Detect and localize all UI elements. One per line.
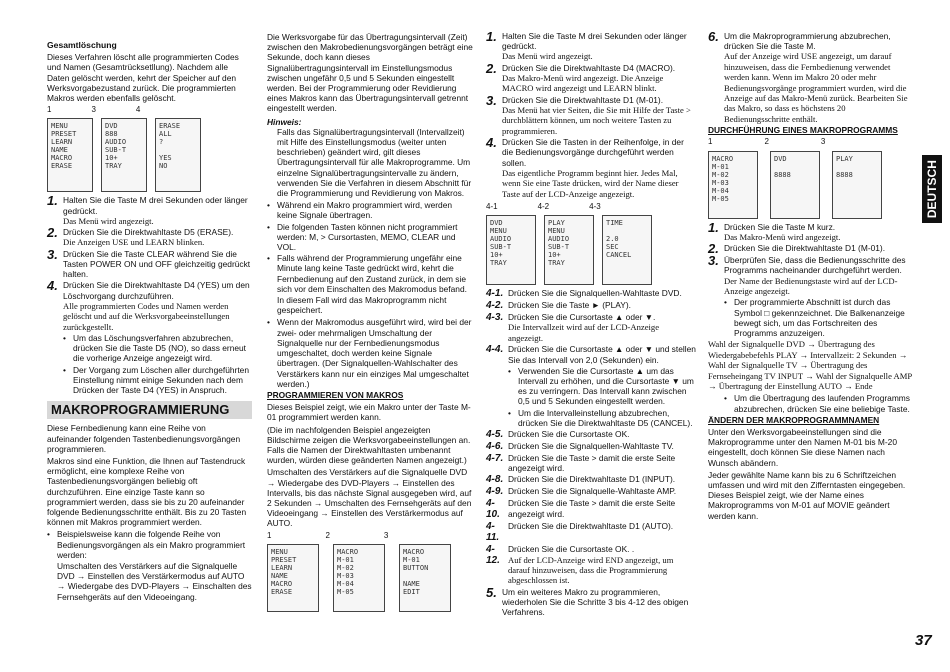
bullet: • Falls während der Programmierung ungefähr eine Minute lang keine Taste gedrückt wird, kehrt die Fernbedienung auf den Zustand zurück, in dem sie sich vor dem Einschalten des Makromodus befand. <box>267 253 473 294</box>
step-sub: Alle programmierten Codes und Namen werden gelöscht und auf die Werksvorgabeeinstellungen zurückgestellt. <box>63 300 230 332</box>
step-text: Drücken Sie die Cursortaste ▲ oder ▼. <box>508 312 656 323</box>
step <box>486 486 696 497</box>
fig-labels <box>47 105 252 115</box>
fig-label: 4-3 <box>589 202 601 212</box>
para: Umschalten des Verstärkers auf die Signalquelle DVD → Wiedergabe des DVD-Players → Einstellen des Intervalls, bis das nächste Signal ausgegeben wird, auf 2 Sekunden → Umschalten des Fernsehgeräts auf den Videoeingang → Einstellen des Verstärkermodus auf AUTO. <box>267 467 472 529</box>
fig-label: 1 <box>267 530 272 540</box>
step-text: Drücken Sie die Taste M kurz. <box>724 221 836 232</box>
step-text: Drücken Sie die Taste CLEAR während Sie die Tasten POWER ON und OFF gleichzeitig gedrückt halten. <box>63 248 251 280</box>
step <box>486 474 696 485</box>
fig-label: 1 <box>47 105 52 115</box>
step <box>708 31 913 124</box>
step-text: Überprüfen Sie, dass die Bedienungsschritte des Programms nacheinander durchgeführt werden. <box>724 255 906 276</box>
step-text: Drücken Sie die Signalquelle-Wahltaste AMP. <box>508 486 677 497</box>
step-text: Drücken Sie die Direktwahltaste D1 (AUTO). <box>508 521 674 532</box>
step-text: Drücken Sie die Cursortaste OK. . <box>508 544 635 555</box>
step-number: 4-10. <box>486 498 500 521</box>
step-number: 4-3. <box>486 312 504 324</box>
bullet-note: In diesem Fall wird das Makroprogramm nicht gespeichert. <box>277 295 447 316</box>
para: Jeder gewählte Name kann bis zu 6 Schriftzeichen umfassen und wird mit den Zifferntasten eingegeben. Dieses Beispiel zeigt, wie der Name eines Makroprogramms von M-01 auf MOVIE geändert werden kann. <box>708 469 906 521</box>
step-number: 4-9. <box>486 486 504 498</box>
fig-label: 3 <box>91 105 96 115</box>
heading-gesamtloeschung: Gesamtlöschung <box>47 40 117 50</box>
step-number: 4-4. <box>486 344 504 356</box>
step-number: 4-8. <box>486 474 504 486</box>
bullet-text: Um das Löschungsverfahren abzubrechen, drücken Sie die Taste D5 (NO), so dass erneut die vorherige Anzeige angezeigt wird. <box>73 333 247 364</box>
step <box>708 241 913 257</box>
step-text: Drücken Sie die Taste > damit die erste Seite angezeigt wird. <box>508 498 676 519</box>
intro-text: Dieses Verfahren löscht alle programmierten Codes und Namen (Gesamtrücksetllung). Nachdem alle Daten gelöscht werden, kehrt der Speicher auf den Werksvorgabezustand zurück. Die programmierten Makros werden ebenfalls gelöscht. <box>47 52 239 104</box>
step <box>486 312 696 343</box>
step-text: Halten Sie die Taste M drei Sekunden oder länger gedrückt. <box>63 195 248 216</box>
step-number: 4-6. <box>486 440 504 452</box>
lcd-screen: PLAY MENU AUDIO SUB-T 10+ TRAY <box>544 215 594 285</box>
bullet: • Um die Übertragung des laufenden Programms abzubrechen, drücken Sie eine beliebige Taste. <box>724 393 913 413</box>
bullet-text: Der programmierte Abschnitt ist durch das Symbol □ gekennzeichnet. Die Balkenanzeige bewegt sich, um das Fortschreiten des Programms anzuzeigen. <box>734 297 905 339</box>
bullet: • Verwenden Sie die Cursortaste ▲ um das Intervall zu erhöhen, und die Cursortaste ▼ um es zu verringern. Das Intervall kann zwischen 0,5 und 5 Sekunden eingestellt werden. <box>508 366 696 407</box>
step <box>708 219 913 243</box>
step-text: Drücken Sie die Direktwahltaste D4 (MACRO). <box>502 62 676 73</box>
step-sub: Das Makro-Menü wird angezeigt. Die Anzeige MACRO wird angezeigt und LEARN blinkt. <box>502 73 664 94</box>
step-number: 3. <box>486 92 497 108</box>
lcd-screen: DVD MENU AUDIO SUB-T 10+ TRAY <box>486 215 536 285</box>
step <box>486 137 696 199</box>
step-sub: Das Menü wird angezeigt. <box>502 51 593 62</box>
macro-text: Makros sind eine Funktion, die Ihnen auf Tastendruck ermöglicht, eine komplexe Reihe von Tastenbedienungsvorgängen beliebig oft durchzuführen. Eine einzige Taste kann so programmiert werden, dass sie bis zu 20 aufeinander folgende Bedienungsschritte enthält. Bis zu 20 Tasten können mit Makros programmiert werden. <box>47 455 247 528</box>
lcd-screen: DVD 888 AUDIO SUB-T 10+ TRAY <box>101 118 147 192</box>
lcd-figures <box>267 544 473 612</box>
step <box>47 227 252 248</box>
lcd-screen: TIME 2.0 SEC CANCEL <box>602 215 652 285</box>
step-sub: Die Anzeigen USE und LEARN blinken. <box>63 237 205 248</box>
bullet: • Wenn der Makromodus ausgeführt wird, wird bei der zwei- oder mehrmaligen Umschaltung der Signalquelle nur der Fernbedienungsmodus umgeschaltet, doch werden keine Signale übertragen. (Der Signalquellen-Wahlschalter des Verstärkers kann nur ein einziges Mal umgeschaltet werden.) <box>267 317 472 389</box>
fig-labels <box>708 137 913 147</box>
step <box>486 429 696 440</box>
language-tab-label: DEUTSCH <box>924 159 939 218</box>
step-number: 4-2. <box>486 300 504 312</box>
fig-label: 4-2 <box>537 202 550 212</box>
bullet: • Die folgenden Tasten können nicht programmiert werden: M, > Cursortasten, MEMO, CLEAR und VOL. <box>267 222 473 253</box>
step-text: Drücken Sie die Direktwahltaste D1 (INPUT). <box>508 474 676 485</box>
step-number: 4-11. <box>486 521 500 544</box>
fig-labels <box>486 202 696 212</box>
step-number: 4. <box>486 135 497 151</box>
step-sub: Das eigentliche Programm beginnt hier. Jedes Mal, wenn Sie eine Taste drücken, wird der Name dieser Taste auf der LCD-Anzeige angezeigt. <box>502 167 679 199</box>
step <box>486 498 696 520</box>
column-2 <box>267 32 473 615</box>
step-text: Um ein weiteres Makro zu programmieren, wiederholen Sie die Schritte 3 bis 4-12 des obigen Verfahrens. <box>502 586 689 618</box>
step-text: Drücken Sie die Cursortaste ▲ oder ▼ und stellen Sie das Intervall von 2,0 (Sekunden) ein. <box>508 344 696 365</box>
step <box>486 344 696 364</box>
step-sub: Auf der Anzeige wird USE angezeigt, um darauf hinzuweisen, dass die Fernbedienung verwendet werden kann. Wenn im Makro 20 oder mehr Bedienungsvorgänge programmiert wurden, wird die Anzeige auf das Makro-Menü zurück. Bearbeiten Sie das Makro, so dass es höchstens 20 Bedienungsschritte enthält. <box>724 51 908 124</box>
step-text: Drücken Sie die Signalquellen-Wahltaste TV. <box>508 440 674 451</box>
para: Dieses Beispiel zeigt, wie ein Makro unter der Taste M-01 programmiert werden kann. <box>267 402 471 423</box>
step <box>486 441 696 452</box>
step-text: Drücken Sie die Direktwahltaste D5 (ERASE). <box>63 227 234 238</box>
step-text: Drücken Sie die Tasten in der Reihenfolge, in der die Bedienungsvorgänge durchgeführt werden sollen. <box>502 137 684 168</box>
bullet-text: Verwenden Sie die Cursortaste ▲ um das Intervall zu erhöhen, und die Cursortaste ▼ um es zu verringern. Das Intervall kann zwischen 0,5 und 5 Sekunden eingestellt werden. <box>518 365 694 407</box>
step-number: 1. <box>486 29 497 44</box>
step-text: Um die Makroprogrammierung abzubrechen, drücken Sie die Taste M. <box>724 31 891 52</box>
fig-label: 2 <box>325 530 330 540</box>
para: (Die im nachfolgenden Beispiel angezeigten Bildschirme zeigen die Werksvorgabeeinstellungen an. Falls die Namen der Direktwahltasten umbenannt wurden, würden diese geänderten Namen angezeigt.) <box>267 424 471 466</box>
fig-label: 4 <box>135 105 141 115</box>
bullet-text: Der Vorgang zum Löschen aller durchgeführten Einstellung nimmt einige Sekunden nach dem Drücken der Taste D4 (YES) in Anspruch. <box>73 364 249 396</box>
step <box>708 255 913 296</box>
language-tab <box>922 155 942 223</box>
lcd-screen: MENU PRESET LEARN NAME MACRO ERASE <box>47 118 93 192</box>
bullet-text: Um die Intervalleinstellung abzubrechen, drücken Sie die Direktwahltaste D5 (CANCEL). <box>518 407 693 428</box>
step-sub: Die Intervallzeit wird auf der LCD-Anzeige angezeigt. <box>508 322 660 343</box>
bullet: • Beispielsweise kann die folgende Reihe von Bedienungsvorgängen als ein Makro programmiert werden: <box>47 529 252 560</box>
lcd-screen: MACRO M-01 M-02 M-03 M-04 M-05 <box>333 544 385 612</box>
hinweis-text: Falls das Signalübertragungsintervall (Intervallzeit) mit Hilfe des Einstellungsmodus (weiter unten beschrieben) geändert wird, gilt dieses Übertragungsintervall für alle Makroprogramme. Um einzelne Signalübertragungsintervalle zu ändern, verwenden Sie die Verfahren in diesem Abschnitt für die Programmierung und Revidierung von Makros. <box>277 126 472 199</box>
lcd-screen: PLAY 8888 <box>832 151 882 219</box>
step-number: 4-7. <box>486 452 504 464</box>
hinweis-label: Hinweis: <box>267 116 302 127</box>
step-number: 1. <box>708 219 719 235</box>
step-number: 3. <box>47 246 58 262</box>
lcd-figures <box>486 215 696 285</box>
fig-label: 2 <box>764 137 769 147</box>
bullet: • Während ein Makro programmiert wird, werden keine Signale übertragen. <box>267 200 473 220</box>
step-number: 1. <box>47 193 58 209</box>
step <box>486 31 696 62</box>
bullet: • Um die Intervalleinstellung abzubrechen, drücken Sie die Direktwahltaste D5 (CANCEL). <box>508 408 696 428</box>
step-text: Drücken Sie die Cursortaste OK. <box>508 428 630 439</box>
step <box>486 60 696 94</box>
macro-example: Umschalten des Verstärkers auf die Signalquelle DVD → Einstellen des Verstärkermodus auf AUTO → Wiedergabe des DVD-Players → Einschalten des Fernsehgeräts auf den Videoeingang. <box>57 560 252 602</box>
step-number: 2. <box>708 241 719 257</box>
column-3 <box>486 30 696 618</box>
bullet-text: Um die Übertragung des laufenden Programms abzubrechen, drücken Sie eine beliebige Taste. <box>734 393 910 414</box>
step-text: Drücken Sie die Direktwahltaste D4 (YES) um den Löschvorgang durchzuführen. <box>63 280 250 301</box>
step-number: 2. <box>486 60 497 76</box>
lcd-figures <box>47 118 252 192</box>
lcd-screen: MACRO M-01 M-02 M-03 M-04 M-05 <box>708 151 758 219</box>
step <box>486 521 696 543</box>
step-number: 4-5. <box>486 428 504 440</box>
bullet-text: Beispielsweise kann die folgende Reihe von Bedienungsvorgängen als ein Makro programmiert werden: <box>57 529 246 560</box>
step <box>47 246 252 280</box>
step <box>486 544 696 585</box>
step-text: Halten Sie die Taste M drei Sekunden oder länger gedrückt. <box>502 31 687 52</box>
column-1 <box>47 40 252 604</box>
bullet-text: Während ein Makro programmiert wird, werden keine Signale übertragen. <box>277 200 453 221</box>
step-text: Drücken Sie die Taste ► (PLAY). <box>508 300 631 311</box>
step <box>486 92 696 136</box>
bullet-text: Wenn der Makromodus ausgeführt wird, wird bei der zwei- oder mehrmaligen Umschaltung der Signalquelle nur der Fernbedienungsmodus umgeschaltet, doch werden keine Signale übertragen. (Der Signalquellen-Wahlschalter des Verstärkers kann nur ein einziges Mal umgeschaltet werden.) <box>277 317 472 389</box>
step-text: Drücken Sie die Signalquellen-Wahltaste DVD. <box>508 288 682 299</box>
step <box>486 300 696 311</box>
step <box>47 195 252 226</box>
lcd-screen: MACRO M-01 BUTTON NAME EDIT <box>399 544 451 612</box>
step <box>486 584 696 618</box>
step-sub: Auf der LCD-Anzeige wird END angezeigt, um darauf hinzuweisen, dass die Programmierung abgeschlossen ist. <box>508 554 674 586</box>
step <box>47 280 252 332</box>
page-number: 37 <box>915 632 932 649</box>
lcd-screen: MENU PRESET LEARN NAME MACRO ERASE <box>267 544 319 612</box>
para: Die Werksvorgabe für das Übertragungsintervall (Zeit) zwischen den Makrobedienungsvorgängen beträgt eine Sekunde, doch kann dieses Signalübertragungsintervall im Einstellungsmodus zwischen ungefähr 0,5 und 5 Sekunden eingestellt werden. Bei der Programmierung oder Revidierung eines Makros kann das Übertragungsintervall getrennt eingestellt werden. <box>267 32 473 114</box>
fig-label: 4-1 <box>486 202 498 212</box>
step-text: Drücken Sie die Direktwahltaste D1 (M-01). <box>724 243 886 254</box>
step-number: 2. <box>47 225 58 241</box>
bullet: • Der Vorgang zum Löschen aller durchgeführten Einstellung nimmt einige Sekunden nach dem Drücken der Taste D4 (YES) in Anspruch. <box>63 365 252 396</box>
macro-intro: Diese Fernbedienung kann eine Reihe von aufeinander folgenden Tastenbedienungsvorgängen programmieren. <box>47 423 241 454</box>
step-number: 4-1. <box>486 288 504 300</box>
heading-programmieren: PROGRAMMIEREN VON MAKROS <box>267 389 404 400</box>
step-sub: Das Makro-Menü wird angezeigt. <box>724 231 841 242</box>
lcd-screen: DVD 8888 <box>770 151 820 219</box>
step-number: 4-12. <box>486 544 500 567</box>
bullet: • Um das Löschungsverfahren abzubrechen, drücken Sie die Taste D5 (NO), so dass erneut die vorherige Anzeige angezeigt wird. <box>63 333 252 364</box>
chain-text: Wahl der Signalquelle DVD → Übertragung des Wiedergabebefehls PLAY → Intervallzeit: 2 Sekunden → Wahl der Signalquelle TV → Übertragung des Fernseheingang TV INPUT → Wahl der Signalquelle AMP → Übertragung der Einstellung AUTO → Ende <box>708 339 912 391</box>
lcd-screen: ERASE ALL ? YES NO <box>155 118 201 192</box>
step-number: 3. <box>708 253 719 269</box>
step-text: Drücken Sie die Taste > damit die erste Seite angezeigt wird. <box>508 452 676 474</box>
step-sub: Das Menü wird angezeigt. <box>63 215 154 226</box>
step <box>486 288 696 299</box>
fig-labels <box>267 531 473 541</box>
bullet-text: Die folgenden Tasten können nicht programmiert werden: M, > Cursortasten, MEMO, CLEAR und VOL. <box>277 221 458 253</box>
bullet-text: Falls während der Programmierung ungefähr eine Minute lang keine Taste gedrückt wird, kehrt die Fernbedienung auf den Zustand zurück, in dem sie sich vor dem Einschalten des Makromodus befand. <box>277 253 467 294</box>
step <box>486 453 696 473</box>
step-number: 5. <box>486 584 497 600</box>
fig-label: 1 <box>708 137 713 147</box>
lcd-figures <box>708 151 913 219</box>
fig-label: 3 <box>820 137 826 147</box>
heading-durchfuehrung: DURCHFÜHRUNG EINES MAKROPROGRAMMS <box>708 125 898 136</box>
para: Unter den Werksvorgabeeinstellungen sind die Makroprogramme unter den Namen M-01 bis M-20 eingestellt, doch können Sie diese Namen nach Wunsch abändern. <box>708 426 897 468</box>
heading-aendern: ÄNDERN DER MAKROPROGRAMMNAMEN <box>708 414 880 425</box>
step-sub: Das Menü hat vier Seiten, die Sie mit Hilfe der Taste > durchblättern können, um noch weitere Tasten zu programmieren. <box>502 105 691 136</box>
step-number: 4. <box>47 278 58 294</box>
step-number: 6. <box>708 29 719 44</box>
section-banner: MAKROPROGRAMMIERUNG <box>47 401 252 419</box>
column-4 <box>708 30 913 523</box>
step-text: Drücken Sie die Direktwahltaste D1 (M-01). <box>502 94 664 105</box>
step-sub: Der Name der Bedienungstaste wird auf der LCD-Anzeige angezeigt. <box>724 275 898 297</box>
bullet: • Der programmierte Abschnitt ist durch das Symbol □ gekennzeichnet. Die Balkenanzeige bewegt sich, um das Fortschreiten des Programms anzuzeigen. <box>724 297 913 338</box>
fig-label: 3 <box>383 530 389 540</box>
